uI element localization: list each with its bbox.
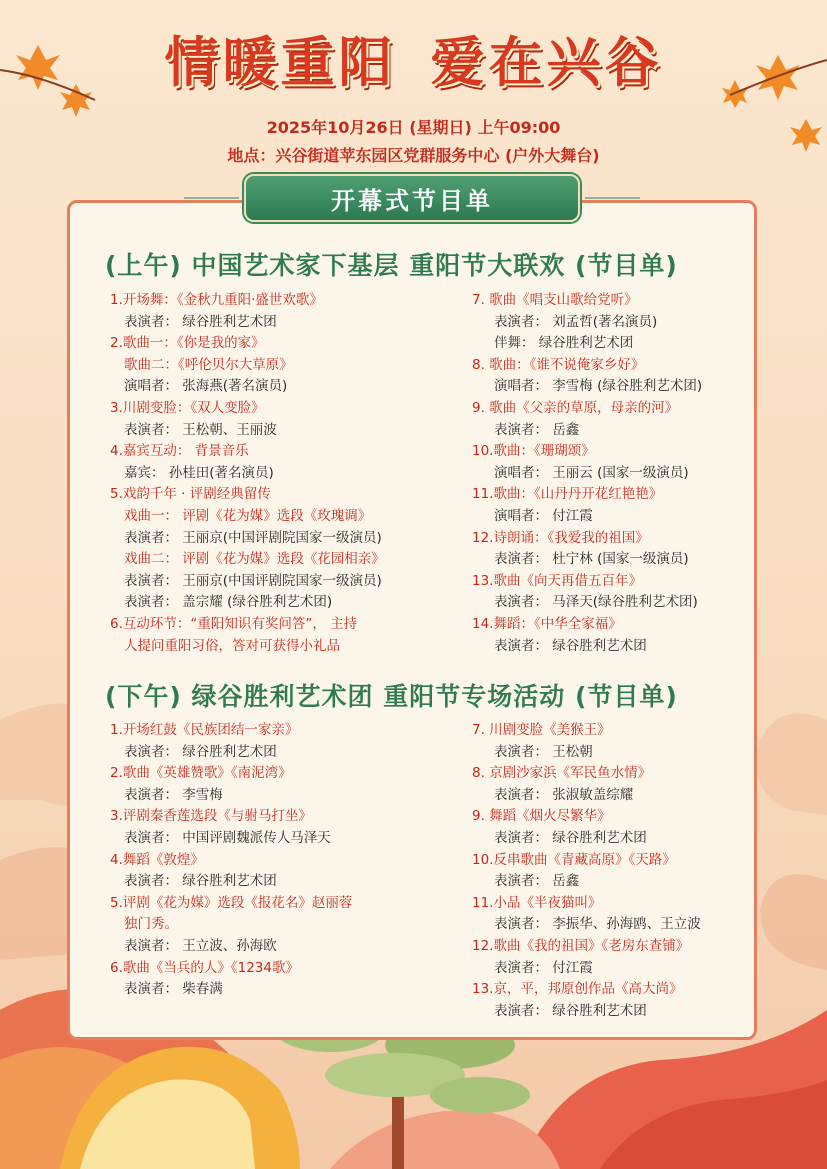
program-item: 9. 歌曲《父亲的草原，母亲的河》	[472, 399, 679, 416]
program-item: 戏曲二： 评剧《花为媒》选段《花园相亲》	[124, 551, 385, 568]
program-item: 10.反串歌曲《青藏高原》《天路》	[472, 851, 676, 868]
performer-line: 表演者： 杜宁林 (国家一级演员)	[494, 551, 689, 568]
performer-line: 表演者： 王立波、孙海欧	[124, 937, 277, 954]
pm-section-title: (下午) 绿谷胜利艺术团 重阳节专场活动 (节目单)	[105, 682, 678, 711]
performer-line: 表演者： 绿谷胜利艺术团	[494, 1002, 647, 1019]
program-item: 6.歌曲《当兵的人》《1234歌》	[110, 959, 299, 976]
am-right-column	[472, 290, 702, 657]
program-item: 4.嘉宾互动： 背景音乐	[110, 443, 249, 460]
program-item: 14.舞蹈：《中华全家福》	[472, 615, 622, 632]
program-item: 3.川剧变脸：《双人变脸》	[110, 399, 265, 416]
performer-line: 表演者： 中国评剧魏派传人马泽天	[124, 829, 331, 846]
program-item: 2.歌曲《英雄赞歌》《南泥湾》	[110, 765, 292, 782]
program-item: 7. 川剧变脸《美猴王》	[472, 722, 611, 738]
performer-line: 表演者： 刘孟哲(著名演员)	[494, 313, 658, 330]
program-item: 7. 歌曲《唱支山歌给党听》	[472, 292, 638, 308]
program-item: 1.开场红鼓《民族团结一家亲》	[110, 722, 299, 738]
performer-line: 表演者： 绿谷胜利艺术团	[124, 313, 277, 330]
program-item: 1.开场舞：《金秋九重阳·盛世欢歌》	[110, 292, 323, 308]
performer-line: 表演者： 岳鑫	[494, 873, 580, 890]
program-item: 2.歌曲一：《你是我的家》	[110, 335, 265, 352]
title-part-1: 情暖重阳	[164, 31, 397, 94]
performer-line: 表演者： 王丽京(中国评剧院国家一级演员)	[124, 572, 382, 589]
performer-line: 表演者： 李振华、孙海鸥、王立波	[494, 916, 701, 933]
performer-line: 表演者： 绿谷胜利艺术团	[494, 829, 647, 846]
performer-line: 表演者： 王松朝	[494, 743, 593, 760]
program-item: 10.歌曲：《珊瑚颂》	[472, 443, 595, 460]
performer-line: 伴舞： 绿谷胜利艺术团	[494, 335, 634, 352]
pm-right-column	[472, 720, 701, 1022]
program-item: 9. 舞蹈《烟火尽繁华》	[472, 808, 611, 825]
banner	[244, 174, 580, 222]
program-item: 8. 京剧沙家浜《军民鱼水情》	[472, 765, 652, 782]
program-item: 独门秀。	[124, 916, 178, 933]
performer-line: 表演者： 柴春满	[124, 981, 223, 998]
program-item: 5.戏韵千年 · 评剧经典留传	[110, 486, 271, 503]
program-item: 4.舞蹈《敦煌》	[110, 851, 204, 868]
program-item: 13.歌曲《向天再借五百年》	[472, 572, 642, 589]
program-item: 6.互动环节：“重阳知识有奖问答”， 主持	[110, 615, 358, 632]
performer-line: 表演者： 马泽天(绿谷胜利艺术团)	[494, 594, 698, 611]
performer-line: 表演者： 王丽京(中国评剧院国家一级演员)	[124, 529, 382, 546]
program-item: 人提问重阳习俗，答对可获得小礼品	[124, 637, 340, 654]
program-item: 戏曲一： 评剧《花为媒》选段《玫瑰调》	[124, 507, 372, 524]
banner-label: 开幕式节目单	[244, 174, 580, 222]
performer-line: 演唱者： 王丽云 (国家一级演员)	[494, 464, 689, 481]
program-item: 3.评剧秦香莲选段《与驸马打坐》	[110, 808, 312, 825]
performer-line: 表演者： 绿谷胜利艺术团	[124, 873, 277, 890]
program-item: 12.歌曲《我的祖国》《老房东查铺》	[472, 937, 690, 954]
program-item: 11.歌曲：《山丹丹开花红艳艳》	[472, 486, 663, 503]
performer-line: 表演者： 张淑敏盖综耀	[494, 786, 634, 803]
title-part-2: 爱在兴谷	[430, 31, 663, 94]
performer-line: 表演者： 王松朝、王丽波	[124, 421, 277, 438]
program-item: 5.评剧《花为媒》选段《报花名》赵丽蓉	[110, 894, 353, 911]
program-item: 13.京，平，邦原创作品《高大尚》	[472, 981, 683, 998]
performer-line: 表演者： 绿谷胜利艺术团	[124, 743, 277, 760]
performer-line: 表演者： 李雪梅	[124, 786, 223, 803]
performer-line: 演唱者： 付江霞	[494, 507, 593, 524]
program-item: 11.小品《半夜猫叫》	[472, 894, 602, 911]
banner-line-left	[184, 197, 239, 199]
event-date: 2025年10月26日 (星期日) 上午09:00	[266, 118, 561, 137]
am-section-title: (上午) 中国艺术家下基层 重阳节大联欢 (节目单)	[105, 251, 678, 280]
performer-line: 表演者： 绿谷胜利艺术团	[494, 637, 647, 654]
program-item: 12.诗朗诵：《我爱我的祖国》	[472, 529, 649, 546]
performer-line: 嘉宾： 孙桂田(著名演员)	[124, 464, 274, 481]
am-left-column	[110, 290, 385, 657]
pm-left-column	[110, 720, 352, 1001]
performer-line: 表演者： 盖宗耀 (绿谷胜利艺术团)	[124, 594, 333, 611]
banner-line-right	[585, 197, 640, 199]
performer-line: 演唱者： 李雪梅 (绿谷胜利艺术团)	[494, 378, 703, 395]
performer-line: 演唱者： 张海燕(著名演员)	[124, 378, 288, 395]
performer-line: 表演者： 付江霞	[494, 959, 593, 976]
program-item: 歌曲二：《呼伦贝尔大草原》	[124, 356, 293, 373]
program-item: 8. 歌曲：《谁不说俺家乡好》	[472, 356, 645, 373]
event-location: 地点：兴谷街道苹东园区党群服务中心 (户外大舞台)	[227, 146, 600, 165]
performer-line: 表演者： 岳鑫	[494, 421, 580, 438]
page-title	[0, 20, 827, 97]
